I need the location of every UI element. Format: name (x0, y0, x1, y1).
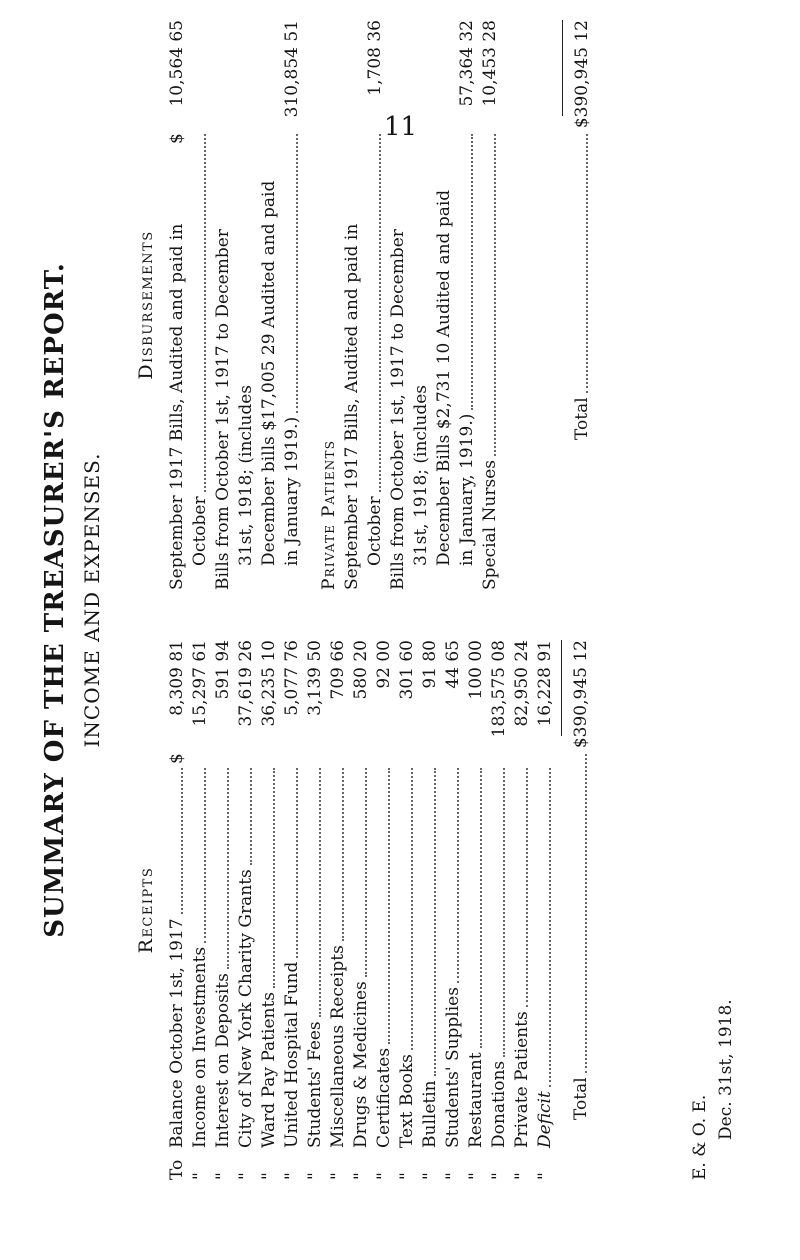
disb-line: September 1917 Bills, Audited and paid in (342, 223, 362, 590)
receipts-total-amount: $390,945 12 (571, 640, 591, 749)
receipt-row (166, 640, 189, 1180)
receipt-prefix: " (512, 1172, 532, 1180)
receipt-row (327, 640, 350, 1180)
receipt-label: Income on Investments (190, 946, 210, 1148)
disb-amount: 57,364 32 (457, 20, 477, 107)
receipts-total-row (570, 640, 593, 1180)
receipts-column (126, 640, 593, 1180)
receipt-prefix: " (190, 1172, 210, 1180)
receipt-label: Students' Supplies (443, 987, 463, 1148)
receipt-prefix: " (351, 1172, 371, 1180)
receipts-total-rule (561, 640, 562, 736)
receipt-row (534, 640, 557, 1180)
receipt-amount: 183,575 08 (489, 640, 509, 738)
receipt-row (189, 640, 212, 1180)
receipt-prefix: " (420, 1172, 440, 1180)
receipt-amount: 37,619 26 (236, 640, 256, 727)
disb-row (281, 20, 304, 590)
receipt-prefix: " (236, 1172, 256, 1180)
receipts-heading: Receipts (135, 866, 157, 954)
receipt-prefix: " (443, 1172, 463, 1180)
disb-line: December bills $17,005 29 Audited and paid (259, 180, 279, 566)
receipt-label: Donations (489, 1060, 509, 1148)
receipt-label: Interest on Deposits (213, 973, 233, 1148)
disb-line: in January 1919.) (282, 416, 302, 566)
disb-amount: 1,708 36 (365, 20, 385, 96)
receipt-amount: 709 66 (328, 640, 348, 700)
receipt-label: Drugs & Medicines (351, 981, 371, 1148)
disb-row (410, 20, 433, 590)
receipt-amount: 92 00 (374, 640, 394, 689)
receipt-label: Ward Pay Patients (259, 991, 279, 1148)
receipt-amount: 82,950 24 (512, 640, 532, 727)
disb-row (387, 20, 410, 590)
receipt-label: Students' Fees (305, 1021, 325, 1148)
receipt-prefix: " (397, 1172, 417, 1180)
receipts-total-label: Total (571, 1077, 591, 1120)
receipt-row (350, 640, 373, 1180)
receipt-prefix: " (282, 1172, 302, 1180)
disb-line: October (190, 496, 210, 566)
receipt-amount: 301 60 (397, 640, 417, 700)
page-number: 11 (384, 112, 418, 142)
receipt-amount: 36,235 10 (259, 640, 279, 727)
receipt-row (488, 640, 511, 1180)
disb-row (189, 20, 212, 590)
receipt-amount: 15,297 61 (190, 640, 210, 727)
disb-row (341, 20, 364, 590)
receipt-row (419, 640, 442, 1180)
disb-amount: 10,564 65 (167, 20, 187, 107)
receipt-prefix: " (305, 1172, 325, 1180)
receipt-amount: 5,077 76 (282, 640, 302, 716)
receipt-row (235, 640, 258, 1180)
receipt-prefix: " (328, 1172, 348, 1180)
private-patients-subheading (318, 20, 341, 590)
disbursements-total-rule (562, 20, 563, 116)
receipt-row (258, 640, 281, 1180)
receipt-amount: 16,228 91 (535, 640, 555, 727)
disb-line: Bills from October 1st, 1917 to December (388, 229, 408, 590)
disb-line: December Bills $2,731 10 Audited and paid (434, 189, 454, 566)
receipts-list (166, 640, 557, 1180)
disb-row (479, 20, 502, 590)
receipt-label: Text Books (397, 1054, 417, 1148)
disb-row (456, 20, 479, 590)
disbursements-total-amount: $390,945 12 (572, 20, 592, 129)
disb-line: 31st, 1918; (includes (411, 385, 431, 566)
disb-line: Special Nurses (480, 460, 500, 590)
receipt-prefix: To (167, 1159, 187, 1180)
receipt-amount: 3,139 50 (305, 640, 325, 716)
receipt-label: United Hospital Fund (282, 961, 302, 1148)
receipt-prefix: " (466, 1172, 486, 1180)
report-date: Dec. 31st, 1918. (716, 999, 736, 1140)
receipt-amount: 580 20 (351, 640, 371, 700)
receipt-prefix: " (213, 1172, 233, 1180)
receipt-prefix: " (489, 1172, 509, 1180)
receipt-row (281, 640, 304, 1180)
report-title: SUMMARY OF THE TREASURER'S REPORT. (40, 262, 70, 938)
receipt-label: Private Patients (512, 1011, 532, 1148)
dollar-sign: $ (167, 133, 187, 144)
disb-amount: 10,453 28 (480, 20, 500, 107)
disb-line: Bills from October 1st, 1917 to December (213, 229, 233, 590)
receipt-label: City of New York Charity Grants (236, 869, 256, 1148)
receipt-row (373, 640, 396, 1180)
private-patients-label: Private Patients (319, 439, 339, 590)
disbursements-total-label: Total (572, 397, 592, 440)
receipt-row (442, 640, 465, 1180)
disb-row (433, 20, 456, 590)
receipt-label: Bulletin (420, 1080, 440, 1148)
receipt-amount: 591 94 (213, 640, 233, 700)
disb-row (364, 20, 387, 590)
rotated-report (40, 20, 760, 1180)
receipt-label: Restaurant (466, 1052, 486, 1148)
disb-line: October (365, 496, 385, 566)
receipt-prefix: " (259, 1172, 279, 1180)
disbursements-heading: Disbursements (135, 230, 157, 380)
disb-row (166, 20, 189, 590)
receipt-prefix: " (374, 1172, 394, 1180)
receipt-amount: 44 65 (443, 640, 463, 689)
disb-row (212, 20, 235, 590)
receipt-row (396, 640, 419, 1180)
report-subtitle: INCOME AND EXPENSES. (80, 452, 104, 748)
disb-amount: 310,854 51 (282, 20, 302, 118)
disb-line: 31st, 1918; (includes (236, 385, 256, 566)
receipt-amount: 100 00 (466, 640, 486, 700)
receipt-label: Certificates (374, 1047, 394, 1148)
errors-omissions-note: E. & O. E. (690, 1094, 710, 1180)
receipt-row (511, 640, 534, 1180)
disb-line: September 1917 Bills, Audited and paid in (167, 223, 187, 590)
receipt-row (465, 640, 488, 1180)
receipt-amount: 91 80 (420, 640, 440, 689)
disb-line: in January, 1919.) (457, 413, 477, 566)
receipt-label: Balance October 1st, 1917 (167, 918, 187, 1148)
disbursements-column (126, 20, 594, 590)
receipt-amount: 8,309 81 (167, 640, 187, 716)
receipt-row (212, 640, 235, 1180)
disb-row (258, 20, 281, 590)
receipt-prefix: " (535, 1172, 555, 1180)
disbursements-total-row (571, 20, 594, 590)
disb-row (235, 20, 258, 590)
receipt-label: Deficit (535, 1091, 555, 1148)
receipt-row (304, 640, 327, 1180)
receipt-label: Miscellaneous Receipts (328, 945, 348, 1148)
dollar-sign: $ (167, 753, 187, 764)
